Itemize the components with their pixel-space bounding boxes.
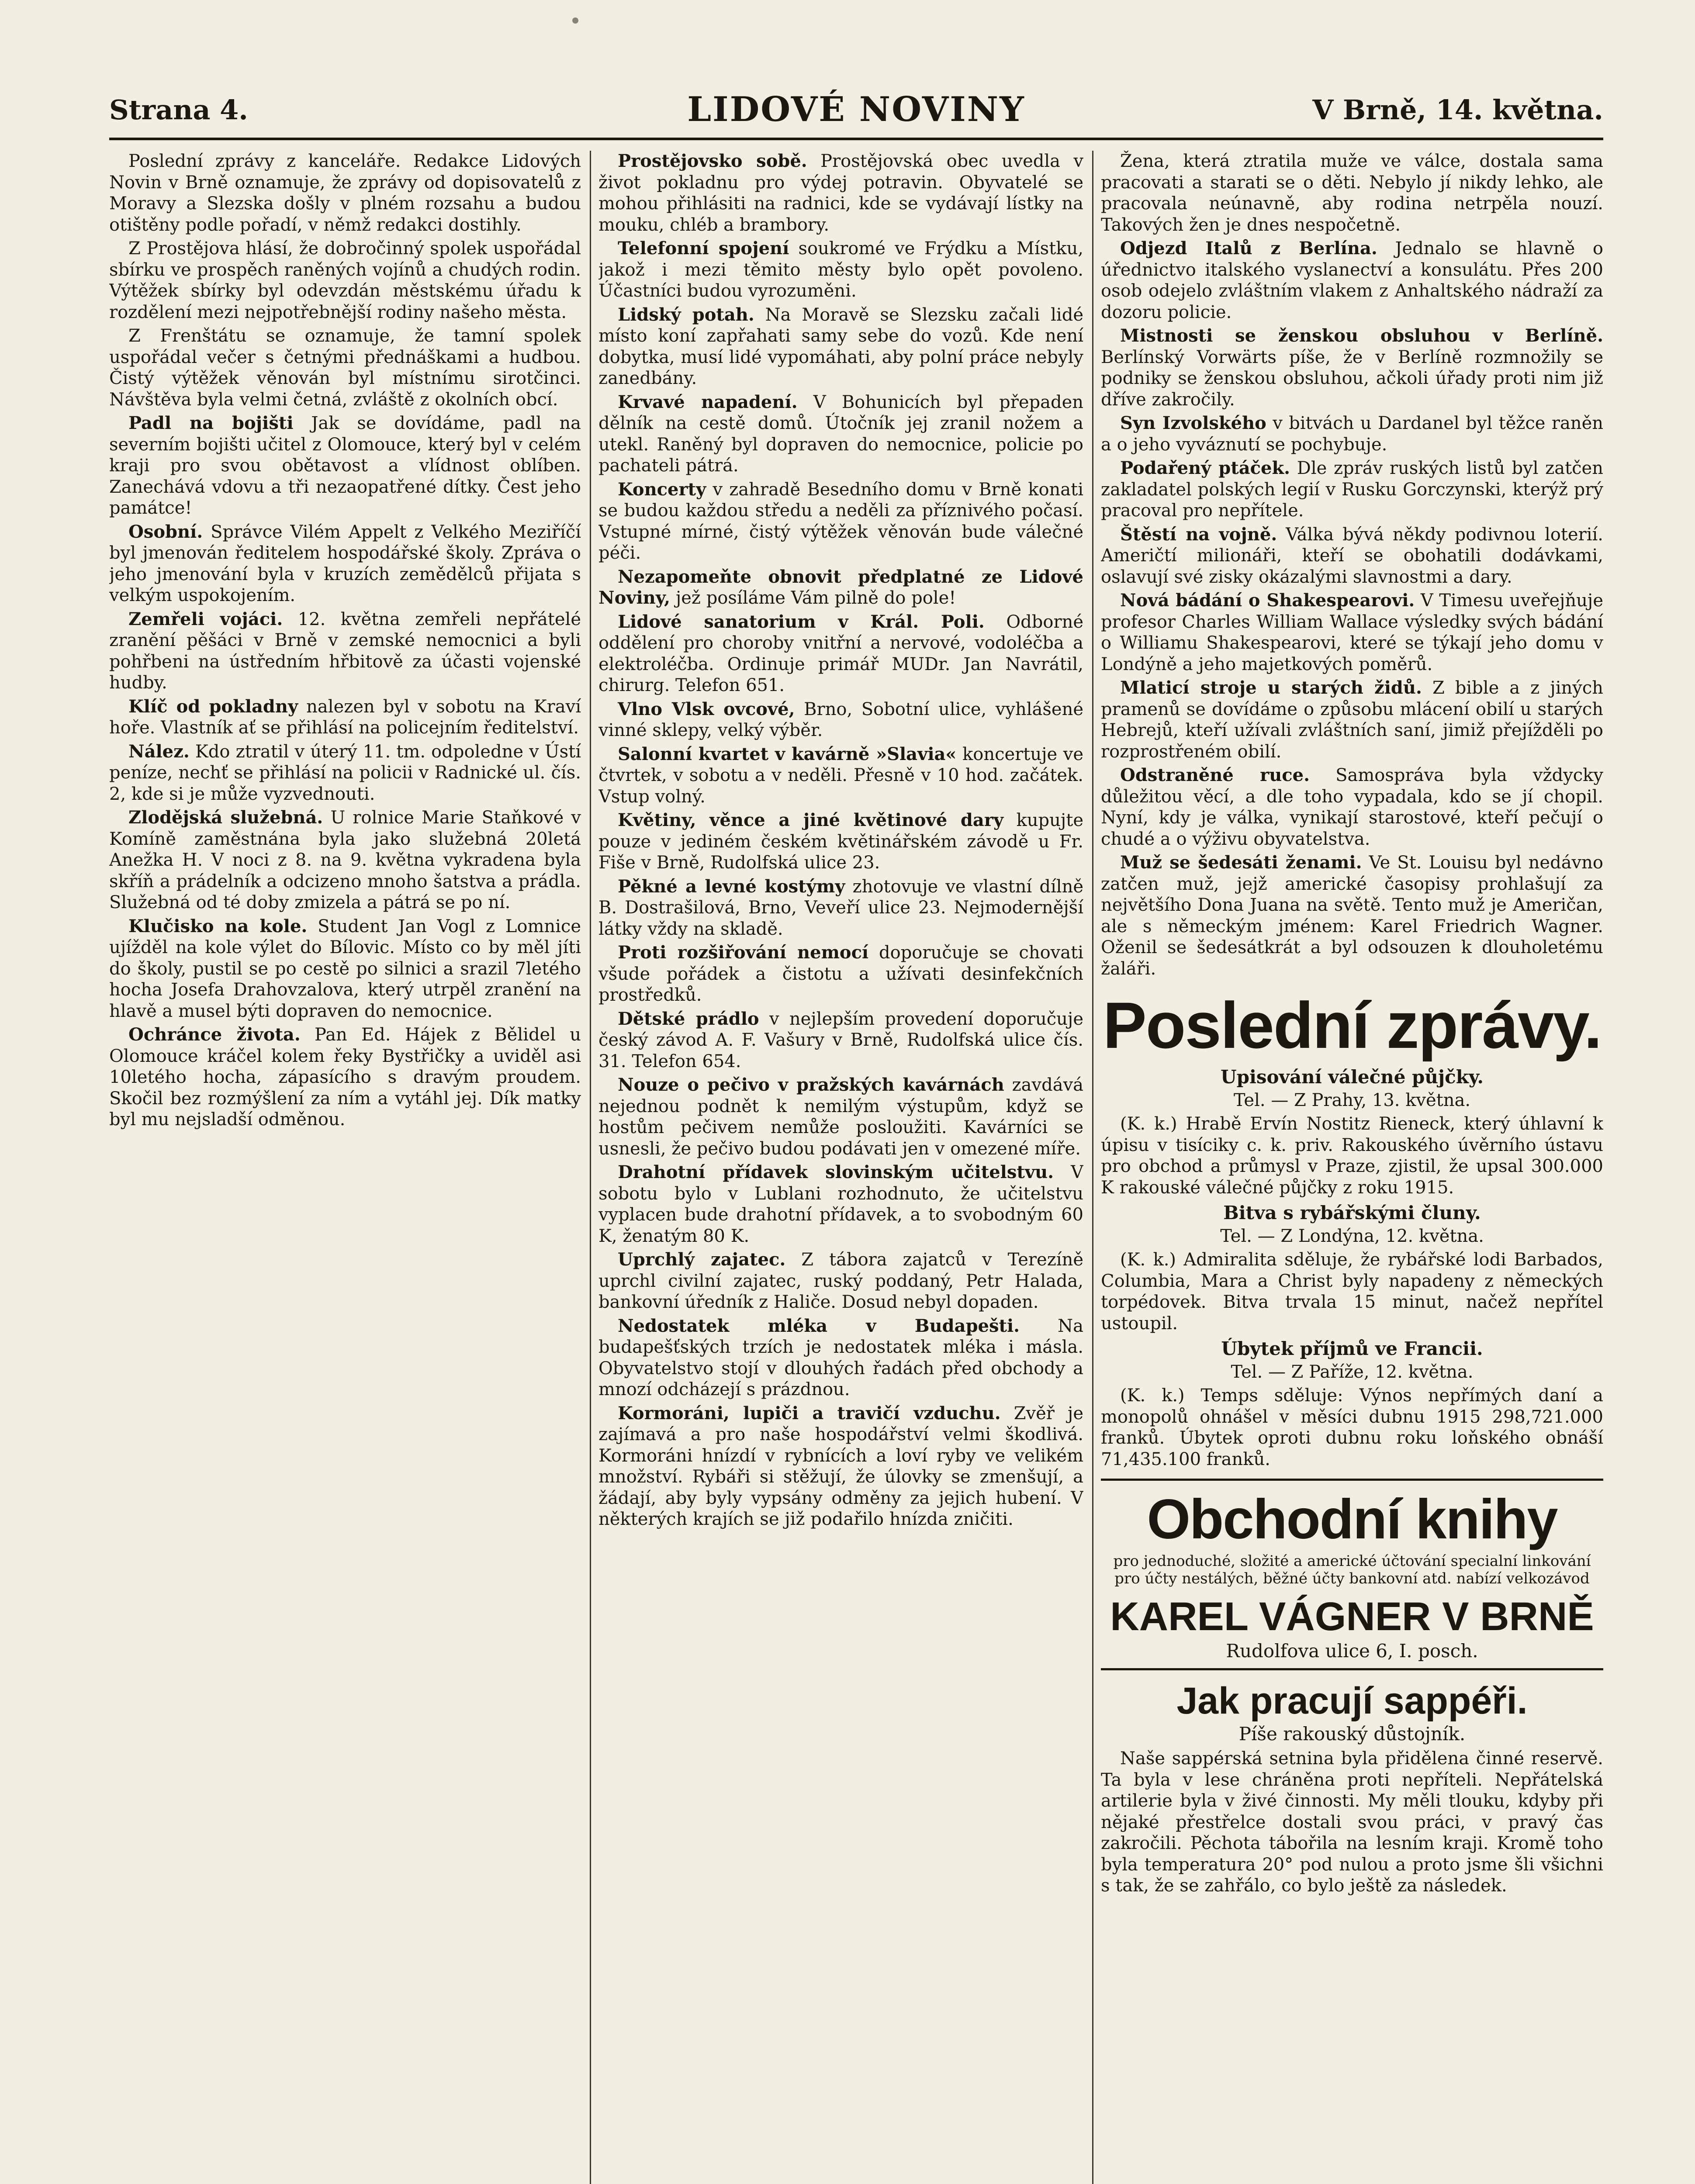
article-text: v zahradě Besedního domu v Brně konati se budou každou středu a neděli za příznivého počasí. Vstupné mírné, čistý výtěžek věnován bude válečné péči. — [598, 479, 1083, 563]
article — [598, 238, 1083, 302]
article — [598, 1403, 1083, 1530]
article-headline: Lidský potah. — [618, 304, 754, 325]
article-paragraph — [109, 609, 581, 694]
news-item — [1101, 1385, 1603, 1470]
article-text: soukromé ve Frýdku a Místku, jakož i mezi těmito městy bylo opět povoleno. Účastníci budou vyrozuměni. — [598, 238, 1083, 301]
ad-title: Obchodní knihy — [1101, 1479, 1603, 1552]
article — [109, 609, 581, 694]
article — [1101, 238, 1603, 323]
ad-company: KAREL VÁGNER V BRNĚ — [1110, 1594, 1594, 1639]
article — [1101, 590, 1603, 675]
article-headline: Kormoráni, lupiči a travičí vzduchu. — [618, 1403, 1001, 1424]
article-paragraph — [598, 151, 1083, 235]
article-text: Prostějovská obec uvedla v život pokladnu pro výdej potravin. Obyvatelé se mohou přihlásiti na radnici, kde se vydávají lístky na mouku, chléb a brambory. — [598, 151, 1083, 235]
news-item — [1101, 1249, 1603, 1334]
article-headline: Nouze o pečivo v pražských kavárnách — [618, 1075, 1004, 1095]
article-text: Dle zpráv ruských listů byl zatčen zakladatel polských legií v Rusku Gorczynski, kterýž prý pracoval pro nepřítele. — [1101, 458, 1603, 521]
article-headline: Štěstí na vojně. — [1120, 524, 1277, 545]
article-text: Poslední zprávy z kanceláře. Redakce Lidových Novin v Brně oznamuje, že zprávy od dopisovatelů z Moravy a Slezska došly v plném rozsahu a budou otištěny podle pořadí, v němž redakci dostihly. — [109, 151, 581, 235]
article-headline: Telefonní spojení — [618, 238, 789, 259]
article-paragraph — [598, 1316, 1083, 1400]
article-paragraph — [109, 151, 581, 235]
article — [1101, 677, 1603, 762]
article-paragraph — [598, 810, 1083, 874]
article — [598, 1009, 1083, 1072]
news-dateline: Tel. — Z Londýna, 12. května. — [1220, 1226, 1484, 1246]
article-text: Z bible a z jiných pramenů se dovídáme o způsobu mlácení obilí u starých Hebrejů, kteří užívali zvláštních saní, jimiž přejížděli po rozprostřeném obilí. — [1101, 678, 1603, 762]
article-text: V Timesu uveřejňuje profesor Charles William Wallace výsledky svých bádání o Williamu Shakespearovi, které se týkají jeho domu v Londýně a jeho majetkových poměrů. — [1101, 591, 1603, 674]
news-dateline: Tel. — Z Paříže, 12. května. — [1231, 1362, 1474, 1382]
article — [598, 744, 1083, 808]
article-paragraph — [598, 942, 1083, 1006]
article-paragraph — [109, 696, 581, 739]
news-item — [1101, 1113, 1603, 1198]
article — [109, 916, 581, 1022]
column-rule — [1092, 151, 1093, 2184]
latest-news — [1101, 1067, 1603, 1470]
article-text: kupujte pouze v jediném českém květinářském závodě u Fr. Fiše v Brně, Rudolfská ulice 23. — [598, 810, 1083, 873]
news-dateline: Tel. — Z Prahy, 13. května. — [1233, 1090, 1471, 1110]
article — [109, 325, 581, 410]
article — [1101, 151, 1603, 235]
article-headline: Nezapomeňte obnovit předplatné ze Lidové Noviny, — [598, 566, 1083, 608]
article-headline: Vlno Vlsk ovcové, — [618, 698, 795, 719]
article-text: Správce Vilém Appelt z Velkého Meziříčí byl jmenován ředitelem hospodářské školy. Zpráva o jeho jmenování byla v kruzích zemědělců přijata s velkým uspokojením. — [109, 522, 581, 605]
article-text: Žena, která ztratila muže ve válce, dostala sama pracovati a starati se o děti. Nebylo jí nikdy lehko, ale pracovala neúnavně, aby rodina netrpěla nouzí. Takových žen je dnes nespočetně. — [1101, 151, 1603, 235]
article-text: Zvěř je zajímavá a pro naše hospodářství velmi škodlivá. Kormoráni hnízdí v rybnících a loví ryby ve velikém množství. Rybáři si stěžují, že úlovky se zmenšují, a žádají, aby byly vypsány odměny za jejich hubení. V některých krajích se již podařilo hnízda zničiti. — [598, 1403, 1083, 1529]
article-headline: Osobní. — [128, 521, 203, 542]
article-headline: Mlaticí stroje u starých židů. — [1120, 677, 1422, 698]
article-text: Kdo ztratil v úterý 11. tm. odpoledne v Ústí peníze, nechť se přihlásí na policii v Radnické ul. čís. 2, kde si je může vyzvednouti. — [109, 741, 581, 804]
article — [598, 1249, 1083, 1313]
article-paragraph — [598, 1249, 1083, 1313]
article — [598, 810, 1083, 874]
article — [1101, 325, 1603, 410]
column-2 — [598, 151, 1083, 2184]
article-text: jež posíláme Vám pilně do pole! — [675, 588, 956, 608]
article-headline: Proti rozšiřování nemocí — [618, 942, 869, 963]
article-paragraph — [109, 807, 581, 913]
news-headline: Upisování válečné půjčky. — [1220, 1066, 1484, 1088]
article-text: Brno, Sobotní ulice, vyhlášené vinné sklepy, velký výběr. — [598, 699, 1083, 740]
article — [598, 1075, 1083, 1159]
column-3-articles-lower — [1101, 852, 1603, 979]
article-paragraph — [1101, 413, 1603, 455]
ad-description: pro jednoduché, složité a americké účtování specialní linkování pro účty nestálých, běžné účty bankovní atd. nabízí velkozávod — [1113, 1552, 1591, 1587]
feature-paragraph: Naše sappérská setnina byla přidělena činné reservě. Ta byla v lese chráněna proti nepříteli. Nepřátelská artilerie byla v živé činnosti. My měli tlouku, kdyby při nějaké přestřelce dostali svou práci, v pravý čas zakročili. Pěchota tábořila na lesním kraji. Kromě toho byla temperatura 20° pod nulou a proto jsme šli všichni s tak, že se zahřálo, co bylo ještě za následek. — [1101, 1749, 1603, 1896]
news-text: (K. k.) Hrabě Ervín Nostitz Rieneck, který úhlavní k úpisu v tisíciky c. k. priv. Rakouského úvěrního ústavu pro obchod a průmysl v Praze, zjistil, že upsal 300.000 K rakouské válečné půjčky z roku 1915. — [1101, 1114, 1603, 1198]
article-paragraph — [1101, 765, 1603, 850]
article-text: Z Prostějova hlásí, že dobročinný spolek uspořádal sbírku ve prospěch raněných vojínů a chudých rodin. Výtěžek sbírky byl odevzdán městskému úřadu k rozdělení mezi nejpotřebnější rodiny našeho města. — [109, 238, 581, 322]
page-number: Strana 4. — [109, 94, 248, 126]
article-headline: Nedostatek mléka v Budapešti. — [618, 1315, 1020, 1336]
article-headline: Nová bádání o Shakespearovi. — [1120, 590, 1415, 611]
article-headline: Uprchlý zajatec. — [618, 1249, 786, 1270]
article-paragraph — [598, 238, 1083, 302]
article-paragraph — [598, 876, 1083, 940]
article-headline: Syn Izvolského — [1120, 413, 1266, 433]
news-text: (K. k.) Temps sděluje: Výnos nepřímých daní a monopolů ohnášel v měsíci dubnu 1915 298,721.000 franků. Úbytek oproti dubnu roku loňského obnáší 71,435.100 franků. — [1101, 1386, 1603, 1469]
article-paragraph — [598, 567, 1083, 609]
feature-title: Jak pracují sappéři. — [1176, 1679, 1528, 1722]
article-headline: Padl na bojišti — [128, 413, 294, 433]
article-headline: Mistnosti se ženskou obsluhou v Berlíně. — [1120, 325, 1603, 346]
article-text: Pan Ed. Hájek z Bělidel u Olomouce kráčel kolem řeky Bystřičky a uviděl asi 10letého hocha, zápasícího s dravým proudem. Skočil bez rozmýšlení za ním a vytáhl jej. Dík matky byl mu nejsladší odměnou. — [109, 1025, 581, 1130]
article-paragraph — [1101, 151, 1603, 235]
article-headline: Krvavé napadení. — [618, 391, 798, 412]
article-headline: Dětské prádlo — [618, 1008, 759, 1029]
article — [598, 304, 1083, 389]
article-paragraph — [598, 392, 1083, 477]
article-text: Berlínský Vorwärts píše, že v Berlíně rozmnožily se podniky se ženskou obsluhou, ačkoli úřady proti nim již dříve zakročily. — [1101, 347, 1603, 410]
article — [598, 479, 1083, 564]
article-paragraph — [598, 304, 1083, 389]
article-paragraph — [109, 916, 581, 1022]
article — [598, 392, 1083, 477]
punch-hole — [572, 17, 578, 24]
article-paragraph — [1101, 677, 1603, 762]
news-text: (K. k.) Admiralita sděluje, že rybářské lodi Barbados, Columbia, Mara a Christ byly napadeny z německých torpédovek. Bitva trvala 15 minut, načež nepřítel ustoupil. — [1101, 1250, 1603, 1334]
place-date: V Brně, 14. května. — [1312, 94, 1603, 126]
article-text: nalezen byl v sobotu na Kraví hoře. Vlastník ať se přihlásí na policejním ředitelství. — [109, 696, 581, 738]
article — [598, 567, 1083, 609]
article-text: Odborné oddělení pro choroby vnitřní a nervové, vodoléčba a elektroléčba. Ordinuje primář MUDr. Jan Navrátil, chirurg. Telefon 651. — [598, 612, 1083, 695]
article — [109, 1024, 581, 1130]
article-paragraph — [1101, 590, 1603, 675]
article-paragraph — [598, 479, 1083, 564]
article-text: zhotovuje ve vlastní dílně B. Dostrašilová, Brno, Veveří ulice 23. Nejmodernější látky vždy na skladě. — [598, 876, 1083, 939]
column-rule — [590, 151, 591, 2184]
article-paragraph — [1101, 238, 1603, 323]
article-text: Student Jan Vogl z Lomnice ujížděl na kole výlet do Bílovic. Místo co by měl jíti do školy, pustil se po cestě po silnici a srazil 7letého hocha Josefa Drahovzalova, který utrpěl zranění na hlavě a musel býti dopraven do nemocnice. — [109, 916, 581, 1021]
newspaper-title: LIDOVÉ NOVINY — [687, 90, 1025, 129]
article-headline: Zemřeli vojáci. — [128, 608, 283, 629]
article — [109, 807, 581, 913]
news-headline: Úbytek příjmů ve Francii. — [1221, 1338, 1483, 1359]
article — [109, 413, 581, 519]
article — [109, 696, 581, 739]
article-text: V sobotu bylo v Lublani rozhodnuto, že učitelstvu vyplacen bude drahotní přídavek, a to svobodným 60 K, ženatým 80 K. — [598, 1162, 1083, 1246]
news-headline: Bitva s rybářskými čluny. — [1223, 1202, 1481, 1223]
page-body — [109, 151, 1603, 2184]
article-paragraph — [109, 238, 581, 323]
article — [598, 1316, 1083, 1400]
article — [598, 876, 1083, 940]
article — [598, 151, 1083, 235]
article-text: 12. května zemřeli nepřátelé zranění pěšáci v Brně v zemské nemocnici a byli pohřbeni na ústředním hřbitově za účasti vojenské hudby. — [109, 609, 581, 693]
article-headline: Podařený ptáček. — [1120, 458, 1290, 478]
article — [598, 942, 1083, 1006]
article-paragraph — [598, 612, 1083, 696]
article-paragraph — [1101, 524, 1603, 588]
article-paragraph — [1101, 458, 1603, 522]
article-text: koncertuje ve čtvrtek, v sobotu a v neděli. Přesně v 10 hod. začátek. Vstup volný. — [598, 744, 1083, 807]
article-headline: Salonní kvartet v kavárně »Slavia« — [618, 743, 957, 764]
article-headline: Odstraněné ruce. — [1120, 765, 1310, 785]
article-headline: Květiny, věnce a jiné květinové dary — [618, 810, 1004, 830]
latest-news-title: Poslední zprávy. — [1103, 988, 1602, 1062]
article-text: Jak se dovídáme, padl na severním bojišti učitel z Olomouce, který byl v celém kraji pro svou obětavost a vlídnost oblíben. Zanechává vdovu a tři nezaopatřené dítky. Čest jeho památce! — [109, 413, 581, 518]
page-header — [109, 90, 1603, 140]
article-paragraph — [109, 325, 581, 410]
article-text: Samospráva byla vždycky důležitou věcí, a dle toho vypadala, kdo se jí chopil. Nyní, kdy je válka, vynikají starostové, kteří pečují o chudé a o výživu obyvatelstva. — [1101, 765, 1603, 849]
article-paragraph — [109, 741, 581, 805]
article-headline: Nález. — [128, 741, 190, 762]
article-headline: Odjezd Italů z Berlína. — [1120, 238, 1377, 259]
article-text: Z Frenštátu se oznamuje, že tamní spolek uspořádal večer s četnými přednáškami a hudbou. Čistý výtěžek věnován byl místnímu sirotčinci. Návštěva byla velmi četná, zvláště z okolních obcí. — [109, 326, 581, 410]
article-paragraph — [109, 1024, 581, 1130]
article-headline: Klučisko na kole. — [128, 916, 308, 936]
article-headline: Muž se šedesáti ženami. — [1120, 852, 1362, 873]
article-paragraph — [109, 413, 581, 519]
article-text: Na Moravě se Slezsku začali lidé místo koní zapřahati samy sebe do vozů. Kde není dobytka, musí lidé vypomáhati, aby polní práce nebyly zanedbány. — [598, 304, 1083, 388]
feature-byline: Píše rakouský důstojník. — [1238, 1723, 1466, 1745]
article-text: zavdává nejednou podnět k nemilým výstupům, když se hostům pečivem nemůže posloužiti. Kavárníci se usnesli, že pečivo budou podávati jen v omezené míře. — [598, 1075, 1083, 1159]
article-text: doporučuje se chovati všude pořádek a čistotu a užívati desinfekčních prostředků. — [598, 943, 1083, 1005]
article-text: v nejlepším provedení doporučuje český závod A. F. Vašury v Brně, Rudolfská ulice čís. 31. Telefon 654. — [598, 1009, 1083, 1071]
article-text: Jednalo se hlavně o úřednictvo italského vyslanectví a konsulátu. Přes 200 osob odejelo zvláštním vlakem z Anhaltského nádraží za dozoru policie. — [1101, 238, 1603, 322]
article-headline: Prostějovsko sobě. — [618, 151, 807, 171]
article — [1101, 765, 1603, 850]
article — [109, 238, 581, 323]
article-paragraph — [1101, 325, 1603, 410]
article-text: Na budapešťských trzích je nedostatek mléka i másla. Obyvatelstvo stojí v dlouhých řadách před obchody a mnozí odcházejí s prázdnou. — [598, 1316, 1083, 1400]
article — [109, 151, 581, 235]
article — [109, 741, 581, 805]
article — [598, 699, 1083, 741]
article-paragraph — [109, 522, 581, 606]
article-paragraph — [598, 744, 1083, 808]
article-text: Ve St. Louisu byl nedávno zatčen muž, jejž americké časopisy prohlašují za největšího Dona Juana na světě. Tento muž je Američan, ale s německým jménem: Karel Friedrich Wagner. Oženil se šedesátkrát a byl odsouzen k dlouholetému žaláři. — [1101, 853, 1603, 979]
ad-address: Rudolfova ulice 6, I. posch. — [1101, 1641, 1603, 1670]
article — [1101, 458, 1603, 522]
column-3 — [1101, 151, 1603, 2184]
article-paragraph — [598, 1162, 1083, 1247]
article-headline: Lidové sanatorium v Král. Poli. — [618, 611, 985, 632]
feature-text — [1101, 1748, 1603, 1897]
article — [598, 612, 1083, 696]
article-headline: Ochránce života. — [128, 1024, 301, 1045]
article-paragraph — [598, 1075, 1083, 1159]
article-text: Válka bývá někdy podivnou loterií. Američtí milionáři, kteří se obohatili dodávkami, oslavují své zisky okázalými slavnostmi a dary. — [1101, 524, 1603, 587]
article-paragraph — [598, 699, 1083, 741]
article-paragraph — [598, 1009, 1083, 1072]
article-paragraph — [598, 1403, 1083, 1530]
article-text: U rolnice Marie Staňkové v Komíně zaměstnána byla jako služebná 20letá Anežka H. V noci z 8. na 9. května vykradena byla skříň a prádelník a odcizeno mnoho šatstva a prádla. Služebná od té doby zmizela a pátrá se po ní. — [109, 808, 581, 912]
article-headline: Drahotní přídavek slovinským učitelstvu. — [618, 1162, 1054, 1182]
article-text: V Bohunicích byl přepaden dělník na cestě domů. Útočník jej zranil nožem a utekl. Raněný byl dopraven do nemocnice, policie po pachateli pátrá. — [598, 392, 1083, 476]
article — [1101, 852, 1603, 979]
article-headline: Pěkné a levné kostýmy — [618, 876, 845, 897]
article-text: Z tábora zajatců v Terezíně uprchl civilní zajatec, ruský poddaný, Petr Halada, bankovní úředník z Haliče. Dosud nebyl dopaden. — [598, 1250, 1083, 1312]
article — [109, 522, 581, 606]
article-headline: Klíč od pokladny — [128, 696, 298, 717]
article — [1101, 413, 1603, 455]
article — [598, 1162, 1083, 1247]
article — [1101, 524, 1603, 588]
column-1 — [109, 151, 581, 2184]
article-paragraph — [1101, 852, 1603, 979]
article-headline: Koncerty — [618, 479, 706, 500]
article-text: v bitvách u Dardanel byl těžce raněn a o jeho vyváznutí se pochybuje. — [1101, 413, 1603, 455]
column-3-articles — [1101, 151, 1603, 850]
article-headline: Zlodějská služebná. — [128, 807, 323, 828]
